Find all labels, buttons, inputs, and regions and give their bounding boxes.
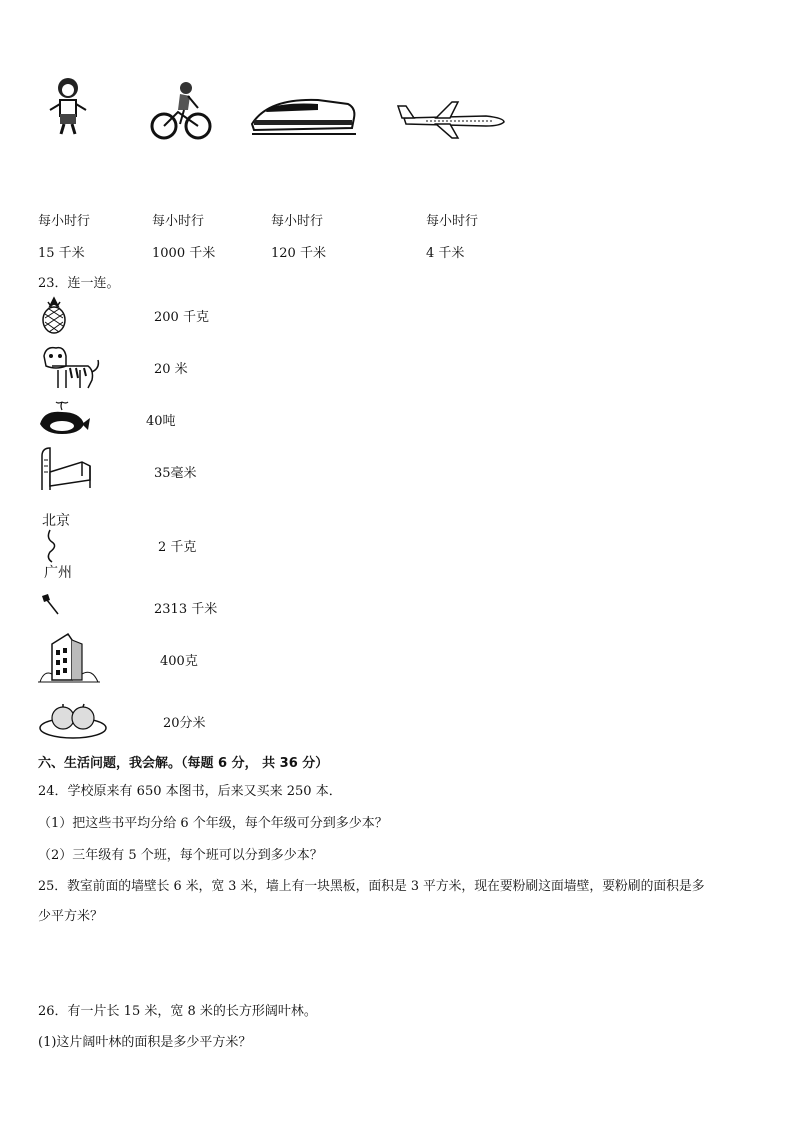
bed-icon (38, 446, 92, 492)
option-35mm: 35毫米 (154, 466, 197, 481)
q24-sub2: （2）三年级有 5 个班，每个班可以分到多少本？ (38, 848, 323, 863)
airplane-icon (396, 100, 508, 140)
speed-label-4: 每小时行 (426, 214, 479, 229)
speed-label-1: 每小时行 (38, 214, 91, 229)
building-icon (38, 630, 100, 684)
option-2kg: 2 千克 (158, 540, 197, 555)
option-20dm: 20分米 (163, 716, 206, 731)
pineapple-icon (38, 296, 70, 334)
q26-sub1: (1)这片阔叶林的面积是多少平方米？ (38, 1035, 252, 1050)
option-20m: 20 米 (154, 362, 188, 377)
walking-girl-icon (46, 74, 90, 138)
option-400g: 400克 (160, 654, 198, 669)
q26-stem: 26．有一片长 15 米，宽 8 米的长方形阔叶林。 (38, 1004, 317, 1019)
speed-label-3: 每小时行 (271, 214, 324, 229)
speed-value-1: 15 千米 (38, 246, 85, 261)
q24-sub1: （1）把这些书平均分给 6 个年级，每个年级可分到多少本？ (38, 816, 388, 831)
thumbtack-icon (38, 592, 62, 616)
map-label-guangzhou: 广州 (44, 565, 72, 581)
speed-label-2: 每小时行 (152, 214, 205, 229)
map-label-beijing: 北京 (42, 513, 70, 529)
option-40t: 40吨 (146, 414, 176, 429)
speed-value-2: 1000 千米 (152, 246, 216, 261)
q25-line2: 少平方米？ (38, 909, 104, 924)
speed-value-3: 120 千米 (271, 246, 326, 261)
railway-route-icon (40, 528, 70, 564)
option-2313km: 2313 千米 (154, 602, 218, 617)
fruit-plate-icon (38, 700, 108, 740)
cyclist-icon (150, 80, 212, 142)
high-speed-train-icon (248, 94, 358, 138)
q25-line1: 25．教室前面的墙壁长 6 米，宽 3 米，墙上有一块黑板，面积是 3 平方米，现在要粉刷这面墙壁，要粉刷的面积是多 (38, 879, 705, 894)
q24-stem: 24．学校原来有 650 本图书，后来又买来 250 本． (38, 784, 342, 799)
q23-title: 23．连一连。 (38, 276, 120, 291)
option-200kg: 200 千克 (154, 310, 209, 325)
whale-icon (36, 400, 90, 438)
section-6-header: 六、生活问题，我会解。（每题 6 分， 共 36 分） (38, 756, 329, 771)
speed-value-4: 4 千米 (426, 246, 465, 261)
tiger-icon (38, 344, 100, 392)
